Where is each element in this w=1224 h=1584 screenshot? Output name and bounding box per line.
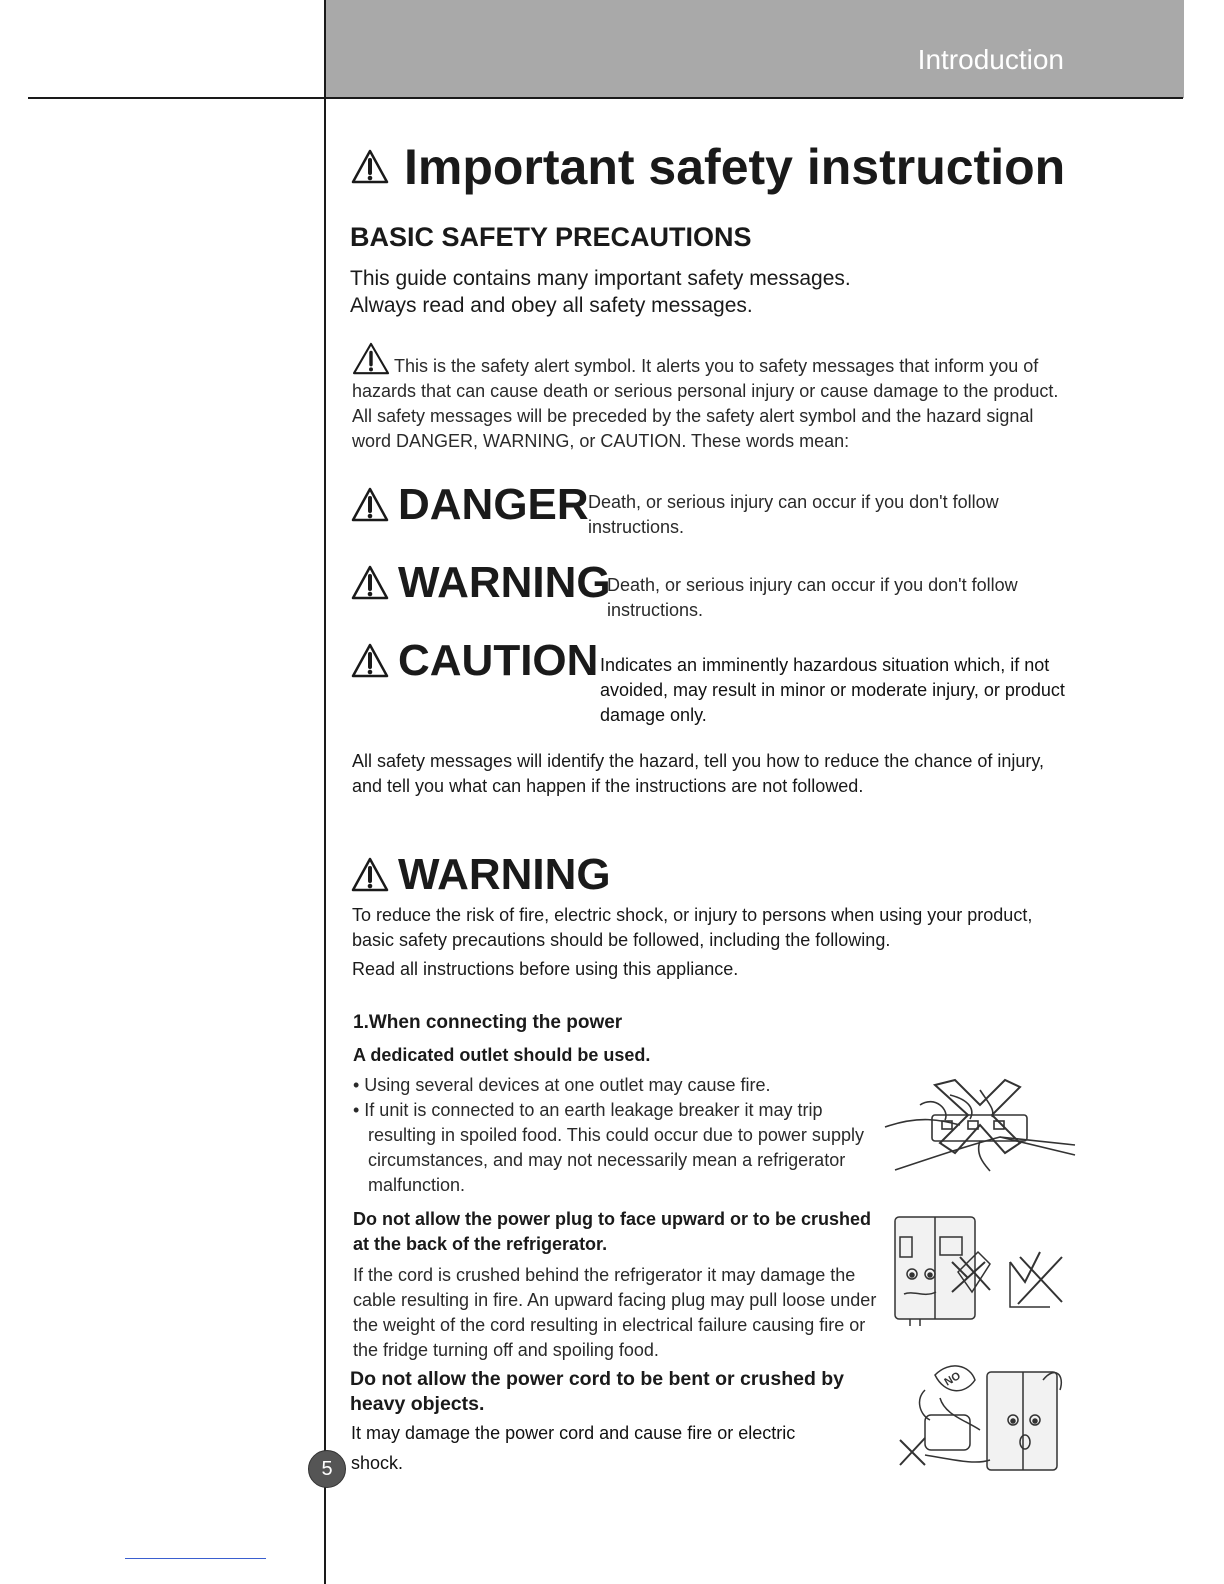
warning-section-heading: [350, 850, 611, 900]
page-title-text: Important safety instruction: [404, 139, 1066, 195]
footer-link-line: [125, 1558, 266, 1559]
outlet-bullets: [353, 1073, 873, 1198]
margin-rule: [324, 0, 326, 1584]
caution-word: CAUTION: [398, 636, 599, 685]
list-item: • Using several devices at one outlet may cause fire.: [353, 1075, 771, 1095]
no-label: NO: [942, 1369, 963, 1389]
danger-label: [350, 480, 589, 530]
warning-description: Death, or serious injury can occur if you don't follow instructions.: [607, 575, 1018, 620]
alert-text: This is the safety alert symbol. It alerts you to safety messages that inform you of hazards that can cause death or serious personal injury or cause damage to the product. All safety messages will be preceded by the safety alert symbol and the hazard signal word DANGER, WARNING, or CAUTION. These words mean:: [352, 356, 1059, 451]
intro-line: Always read and obey all safety messages.: [350, 294, 753, 317]
header-rule: [28, 97, 1183, 99]
warning-label: [350, 558, 611, 608]
alert-paragraph: [352, 342, 1072, 454]
power-heading: 1.When connecting the power: [353, 1012, 623, 1033]
cord-heading: Do not allow the power cord to be bent or crushed by heavy objects.: [350, 1368, 845, 1415]
caution-label: [350, 636, 598, 686]
cord-text: It may damage the power cord and cause fire or electric shock.: [351, 1423, 796, 1473]
warning-triangle-icon: [350, 856, 390, 894]
plug-text: If the cord is crushed behind the refrigerator it may damage the cable resulting in fire. An upward facing plug may pull loose under the weight of the cord resulting in electrical failure causing fire or the fridge turning off and spoiling food.: [353, 1265, 877, 1360]
warning-word: WARNING: [398, 558, 611, 607]
warning-triangle-icon: [350, 486, 390, 524]
plug-heading: Do not allow the power plug to face upward or to be crushed at the back of the refrigerator.: [353, 1209, 872, 1254]
fridge-plug-illustration: [890, 1212, 1070, 1327]
danger-word: DANGER: [398, 480, 589, 529]
basic-heading: BASIC SAFETY PRECAUTIONS: [350, 222, 752, 252]
warning-section-word: WARNING: [398, 850, 611, 899]
list-item: • If unit is connected to an earth leakage breaker it may trip resulting in spoiled food. This could occur due to power supply circumstances, and may not necessarily mean a refrigerator malfunction.: [353, 1100, 864, 1195]
outlet-heading: A dedicated outlet should be used.: [353, 1045, 651, 1065]
warning-triangle-icon: [352, 342, 390, 376]
intro-text: [350, 265, 851, 319]
warning-section-text: To reduce the risk of fire, electric shock, or injury to persons when using your product, basic safety precautions should be followed, including the following.: [352, 905, 1033, 950]
crushed-cord-illustration: [895, 1360, 1070, 1475]
caution-description: Indicates an imminently hazardous situation which, if not avoided, may result in minor or moderate injury, or product damage only.: [600, 655, 1065, 725]
intro-line: This guide contains many important safety messages.: [350, 267, 851, 290]
danger-description: Death, or serious injury can occur if you don't follow instructions.: [588, 492, 999, 537]
multi-outlet-illustration: [880, 1075, 1080, 1175]
read-all-text: Read all instructions before using this appliance.: [352, 959, 739, 979]
warning-triangle-icon: [350, 564, 390, 602]
warning-triangle-icon: [350, 148, 390, 186]
warning-triangle-icon: [350, 642, 390, 680]
page-number: 5: [308, 1450, 346, 1488]
page-title: [350, 138, 1065, 196]
all-safety-text: All safety messages will identify the hazard, tell you how to reduce the chance of injury, and tell you what can happen if the instructions are not followed.: [352, 751, 1045, 796]
section-title: Introduction: [917, 44, 1064, 75]
